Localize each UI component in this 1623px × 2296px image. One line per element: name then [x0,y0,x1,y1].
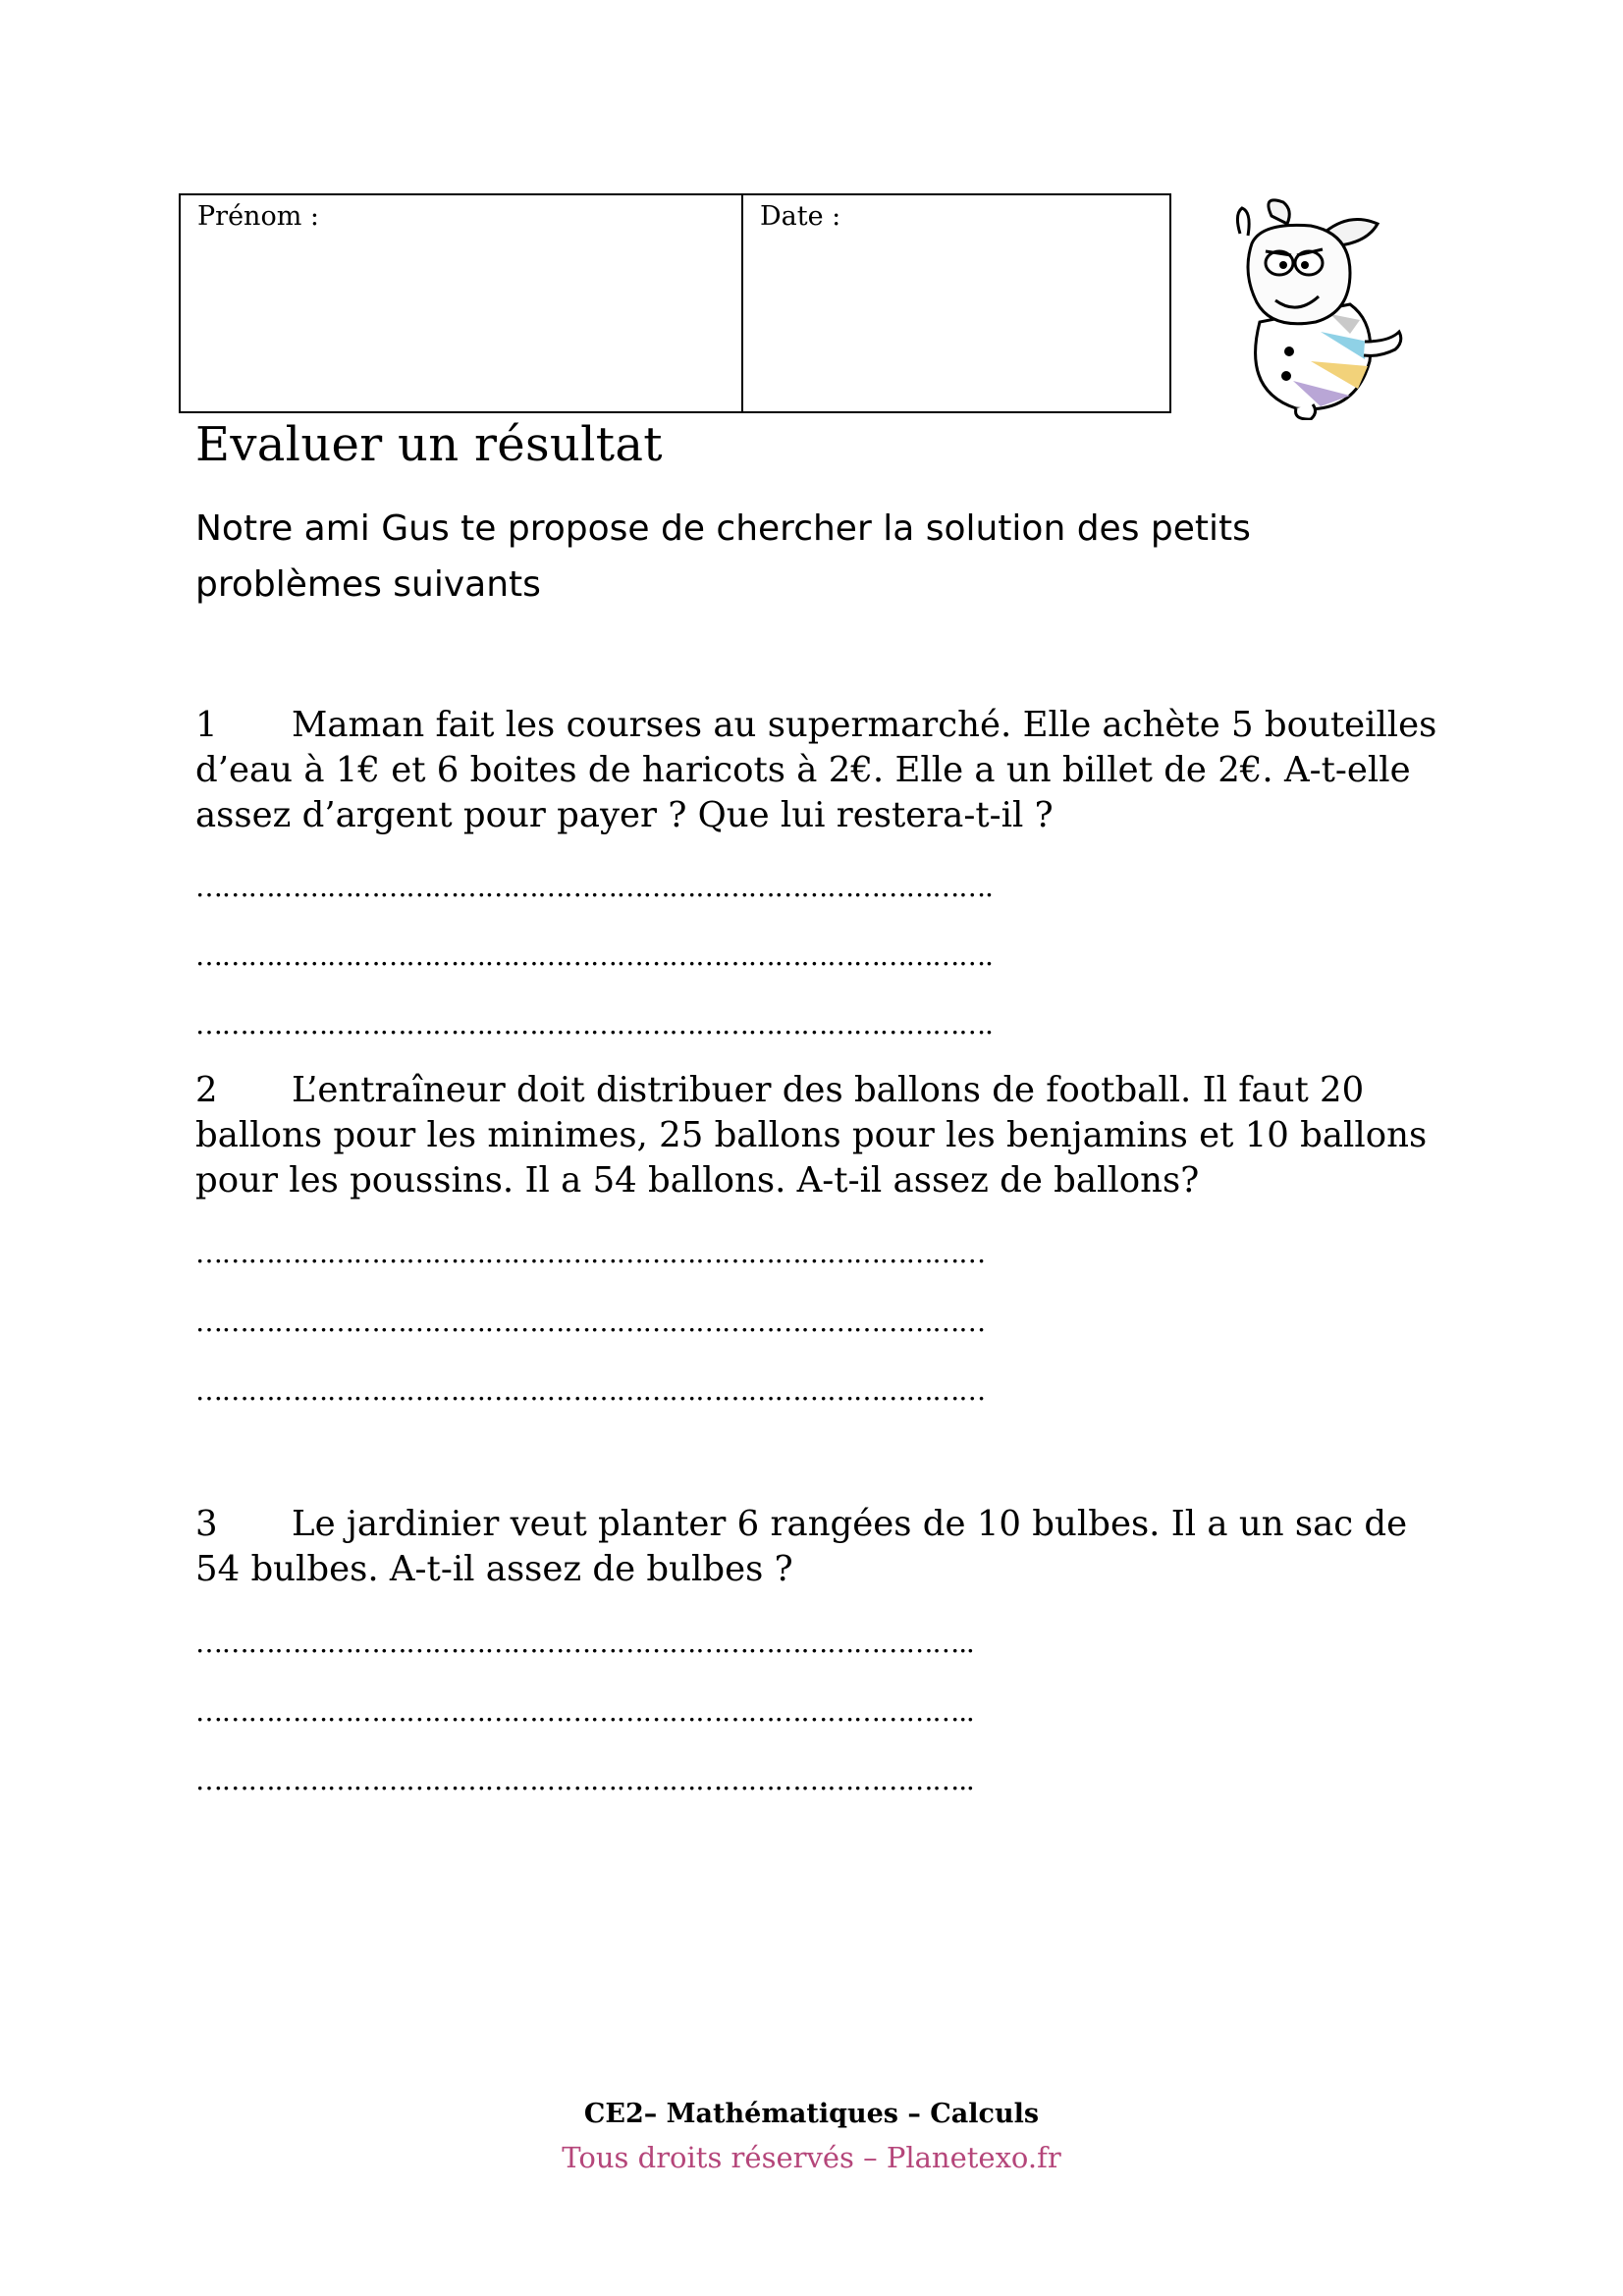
sheep-mascot-icon [1203,194,1409,420]
prenom-label: Prénom : [197,201,319,232]
answer-line[interactable]: …………………………………………………………………………….. [195,1764,974,1796]
answer-line[interactable]: …………………………………………………………………………….. [195,1695,974,1728]
answer-line[interactable]: ……………………………………………………………………………… [195,1237,986,1269]
page-title: Evaluer un résultat [195,417,663,472]
name-date-table [179,193,1171,413]
answer-line[interactable]: ……………………………………………………………………………… [195,1306,986,1338]
problem-text: L’entraîneur doit distribuer des ballons de football. Il faut 20 ballons pour les minimes, 25 ballons pour les benjamins et 10 ballons pour les poussins. Il a 54 ballons. A-t-il assez de ballons? [195,1070,1428,1201]
answer-line[interactable]: ………………………………………………………………………………. [195,939,993,972]
problem-number: 2 [195,1070,218,1110]
problem-2 [195,1068,1442,1203]
prenom-cell[interactable] [181,195,743,411]
intro-text: Notre ami Gus te propose de chercher la solution des petits problèmes suivants [195,508,1251,605]
problem-1 [195,703,1442,838]
answer-line[interactable]: …………………………………………………………………………….. [195,1627,974,1659]
problem-text: Le jardinier veut planter 6 rangées de 10 bulbes. Il a un sac de 54 bulbes. A-t-il assez de bulbes ? [195,1504,1408,1589]
answer-line[interactable]: ………………………………………………………………………………. [195,871,993,903]
footer-title: CE2– Mathématiques – Calculs [583,2099,1040,2129]
footer-copyright: Tous droits réservés – Planetexo.fr [562,2141,1061,2174]
problem-number: 3 [195,1504,218,1544]
date-label: Date : [760,201,841,232]
answer-line[interactable]: ……………………………………………………………………………… [195,1374,986,1407]
date-cell[interactable] [743,195,1169,411]
answer-line[interactable]: ………………………………………………………………………………. [195,1008,993,1041]
problem-text: Maman fait les courses au supermarché. Elle achète 5 bouteilles d’eau à 1€ et 6 boites de haricots à 2€. Elle a un billet de 2€. A-t-elle assez d’argent pour payer ? Que lui restera-t-il ? [195,705,1437,835]
problem-3 [195,1502,1442,1592]
problem-number: 1 [195,705,218,745]
